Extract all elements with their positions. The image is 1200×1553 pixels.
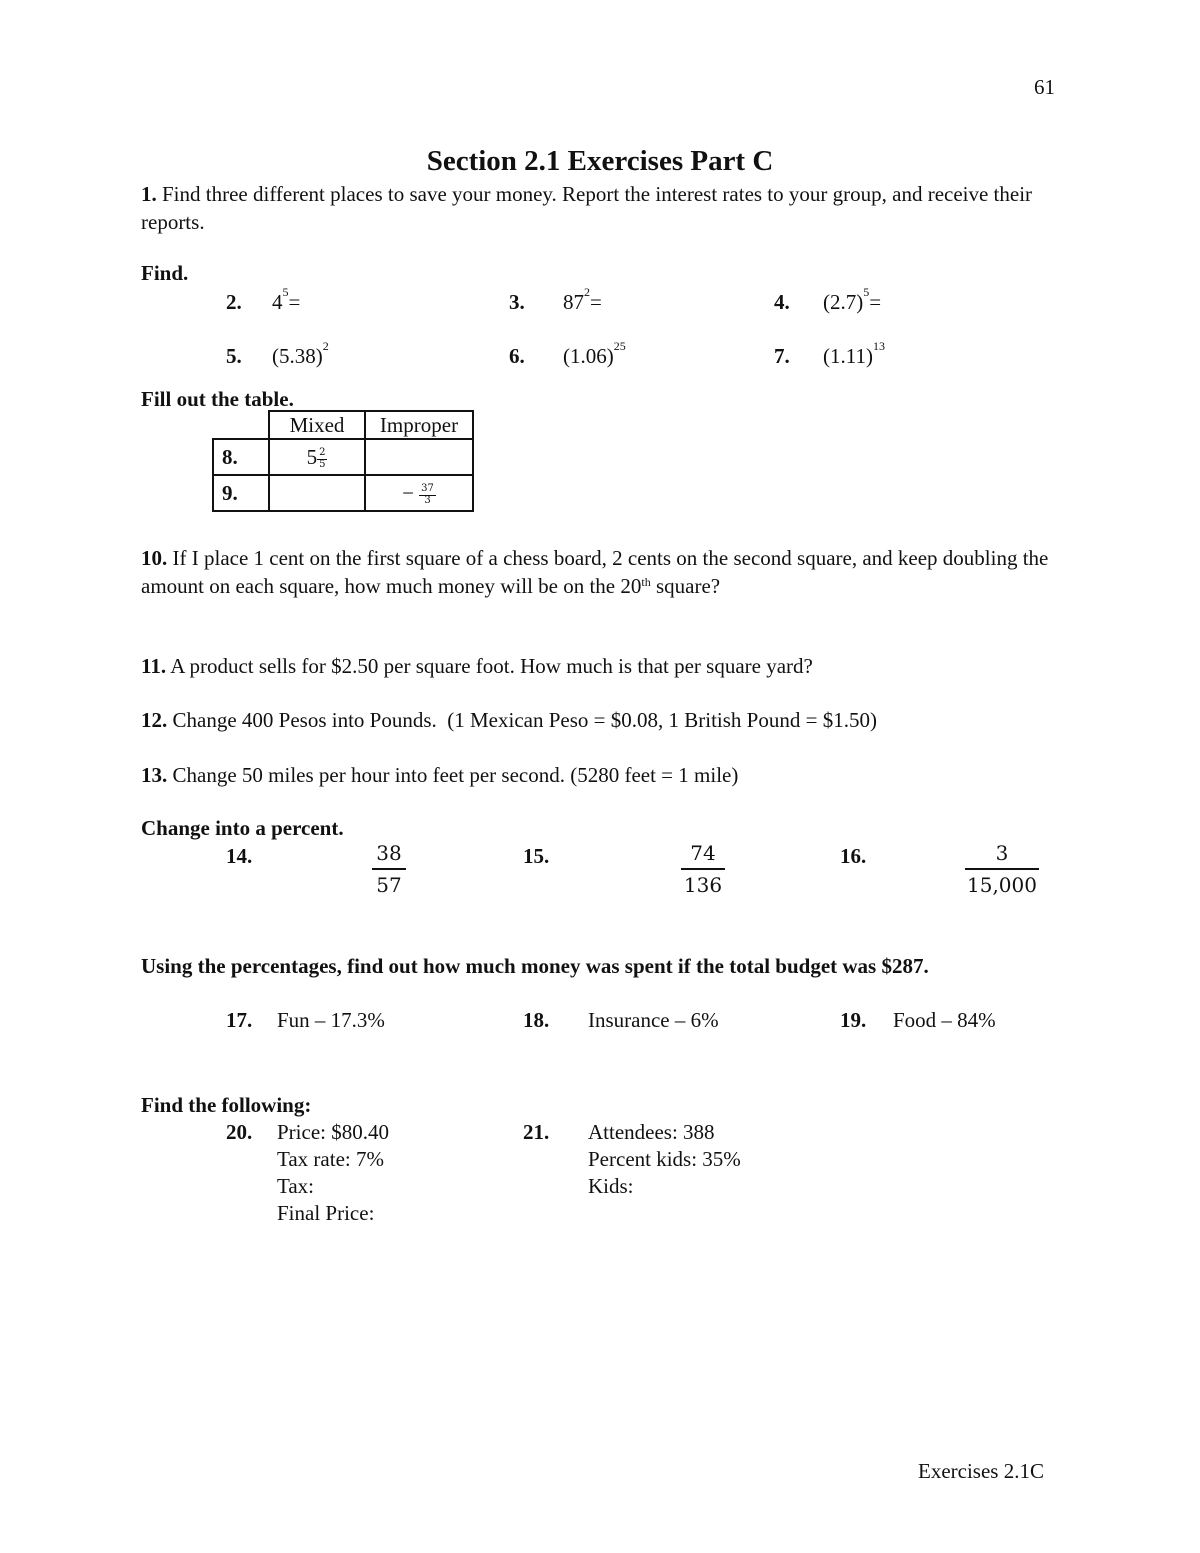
question-20-details xyxy=(277,1119,389,1227)
find-item xyxy=(509,285,602,315)
budget-heading: Using the percentages, find out how much money was spent if the total budget was $287. xyxy=(141,954,929,978)
numerator: 3 xyxy=(995,841,1009,865)
find-heading: Find. xyxy=(141,261,189,285)
question-number: 12. xyxy=(141,708,168,732)
question-text-end: square? xyxy=(650,574,721,598)
fraction xyxy=(681,838,725,900)
fraction xyxy=(372,838,406,900)
denominator: 57 xyxy=(372,868,406,900)
improper-cell xyxy=(365,475,473,511)
item-number: 7. xyxy=(774,344,790,368)
question-text: Find three different places to save your money. Report the interest rates to your group, and receive their reports. xyxy=(141,182,1033,234)
item-exponent: 25 xyxy=(613,339,626,353)
page-number: 61 xyxy=(1034,75,1055,99)
column-header-improper: Improper xyxy=(365,411,473,439)
denominator: 136 xyxy=(681,868,725,900)
question-12 xyxy=(141,707,1061,733)
improper-sign: − xyxy=(402,481,414,506)
item-number: 2. xyxy=(226,290,242,314)
column-header-mixed: Mixed xyxy=(269,411,365,439)
question-text: If I place 1 cent on the first square of a chess board, 2 cents on the second square, and keep doubling the amount on each square, how much money will be on the 20 xyxy=(141,546,1049,598)
question-number: 10. xyxy=(141,546,168,570)
fraction xyxy=(965,838,1039,900)
improper-cell xyxy=(365,439,473,475)
find-item xyxy=(774,285,882,315)
item-exponent: 2 xyxy=(322,339,329,353)
detail-line: Tax rate: 7% xyxy=(277,1147,384,1171)
item-base: (1.11) xyxy=(823,344,873,368)
detail-line: Price: $80.40 xyxy=(277,1120,389,1144)
item-base: (1.06) xyxy=(563,344,614,368)
item-exponent: 5 xyxy=(863,285,870,299)
improper-denominator: 3 xyxy=(419,495,436,507)
question-21-details xyxy=(588,1119,741,1200)
item-exponent: 5 xyxy=(282,285,289,299)
budget-item xyxy=(840,1007,996,1033)
item-number: 21. xyxy=(523,1120,550,1144)
item-text: Food – 84% xyxy=(893,1008,996,1032)
numerator: 74 xyxy=(690,841,716,865)
item-number: 4. xyxy=(774,290,790,314)
item-tail: = xyxy=(869,290,882,314)
item-number: 17. xyxy=(226,1008,253,1032)
percent-heading: Change into a percent. xyxy=(141,816,344,840)
table-row xyxy=(213,439,473,475)
budget-item xyxy=(523,1007,719,1033)
item-tail: = xyxy=(590,290,602,314)
mixed-cell xyxy=(269,475,365,511)
item-number: 14. xyxy=(226,844,253,868)
item-tail: = xyxy=(288,290,301,314)
following-heading: Find the following: xyxy=(141,1093,312,1117)
page-title: Section 2.1 Exercises Part C xyxy=(426,145,774,177)
row-number: 9. xyxy=(213,475,269,511)
item-number: 5. xyxy=(226,344,242,368)
table-corner xyxy=(213,411,269,439)
item-number: 20. xyxy=(226,1120,253,1144)
ordinal-suffix: th xyxy=(641,575,651,589)
detail-line: Attendees: 388 xyxy=(588,1120,715,1144)
mixed-numerator: 2 xyxy=(319,447,326,459)
detail-line: Percent kids: 35% xyxy=(588,1147,741,1171)
question-10 xyxy=(141,544,1061,600)
table-row xyxy=(213,475,473,511)
item-text: Fun – 17.3% xyxy=(277,1008,385,1032)
find-item xyxy=(226,285,301,315)
item-text: Insurance – 6% xyxy=(588,1008,719,1032)
item-exponent: 13 xyxy=(872,339,885,353)
item-number: 3. xyxy=(509,290,525,314)
find-item xyxy=(509,339,626,369)
numerator: 38 xyxy=(376,841,402,865)
item-base: (2.7) xyxy=(823,290,864,314)
question-11 xyxy=(141,653,1061,679)
question-text: Change 400 Pesos into Pounds. (1 Mexican Peso = $0.08, 1 British Pound = $1.50) xyxy=(172,708,877,732)
mixed-denominator: 5 xyxy=(319,458,326,470)
detail-line: Final Price: xyxy=(277,1201,375,1225)
detail-line: Kids: xyxy=(588,1174,634,1198)
question-number: 13. xyxy=(141,763,168,787)
detail-line: Tax: xyxy=(277,1174,315,1198)
item-number: 15. xyxy=(523,844,550,868)
question-number: 11. xyxy=(141,654,167,678)
item-exponent: 2 xyxy=(584,285,590,299)
row-number: 8. xyxy=(213,439,269,475)
find-item xyxy=(226,339,329,369)
mixed-whole: 5 xyxy=(306,445,318,470)
budget-item xyxy=(226,1007,385,1033)
denominator: 15,000 xyxy=(965,868,1039,900)
question-text: Change 50 miles per hour into feet per second. (5280 feet = 1 mile) xyxy=(172,763,739,787)
improper-numerator: 37 xyxy=(421,483,434,495)
question-13 xyxy=(141,762,1061,788)
table-heading: Fill out the table. xyxy=(141,387,294,411)
question-text: A product sells for $2.50 per square foot. How much is that per square yard? xyxy=(170,654,813,678)
fraction-table xyxy=(212,410,474,512)
item-number: 18. xyxy=(523,1008,550,1032)
question-number: 1. xyxy=(141,182,157,206)
mixed-cell xyxy=(269,439,365,475)
item-base: (5.38) xyxy=(272,344,323,368)
item-base: 4 xyxy=(272,290,283,314)
item-number: 6. xyxy=(509,344,525,368)
item-number: 19. xyxy=(840,1008,867,1032)
item-number: 16. xyxy=(840,844,867,868)
item-base: 87 xyxy=(563,290,584,314)
page-footer: Exercises 2.1C xyxy=(918,1459,1044,1483)
question-1 xyxy=(141,180,1061,236)
find-item xyxy=(774,339,885,369)
